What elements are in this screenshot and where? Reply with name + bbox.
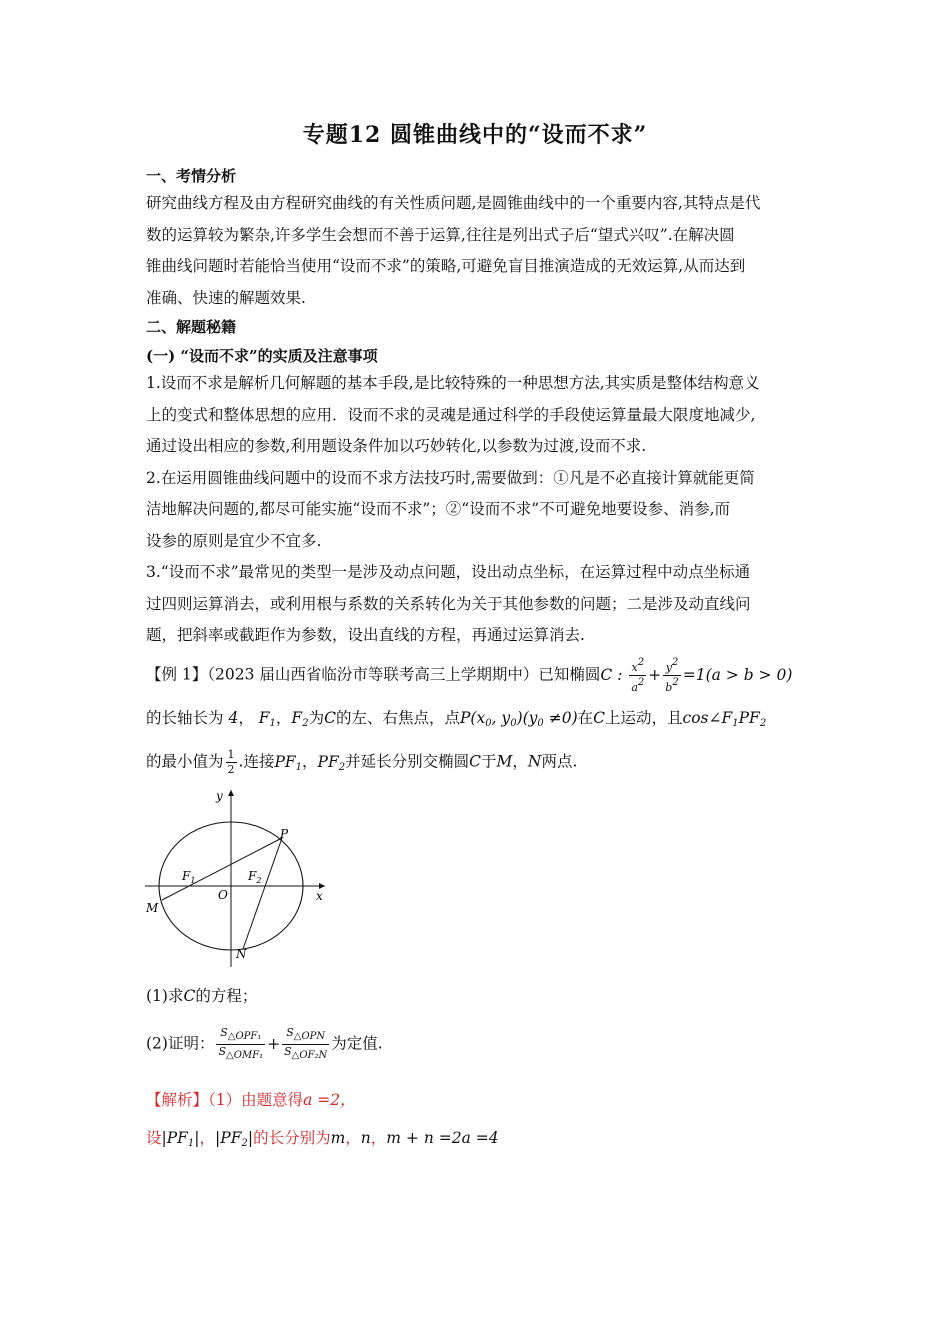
text-line: 过四则运算消去，或利用根与系数的关系转化为关于其他参数的问题；二是涉及动直线问 bbox=[146, 594, 751, 613]
example-line-3: 的最小值为 $\frac{1}{2}$ .连接$PF_1$，$PF_2$并延长分别交椭圆C于M，N两点. bbox=[146, 748, 578, 776]
label-p: P bbox=[280, 827, 289, 841]
label-o: O bbox=[218, 888, 228, 902]
question-1: (1)求C的方程； bbox=[146, 987, 258, 1005]
section-heading-tips: 二、解题秘籍 bbox=[146, 318, 237, 336]
text-line: 通过设出相应的参数,利用题设条件加以巧妙转化,以参数为过渡,设而不求. bbox=[146, 437, 647, 455]
example-line-1 bbox=[146, 656, 792, 695]
text-line: 2.在运用圆锥曲线问题中的设而不求方法技巧时,需要做到：①凡是不必直接计算就能更简 bbox=[146, 468, 755, 487]
label-f1: $F_1$ bbox=[182, 869, 196, 885]
text-line: 准确、快速的解题效果. bbox=[146, 288, 306, 307]
solution-line-2: 设$|PF_1|$，$|PF_2|$的长分别为m，n，m + n =2a =4 bbox=[146, 1129, 499, 1149]
question-2: (2)证明： $\frac{\text{S△OPF₁}}{\text{S△OMF₁}}$ + $\frac{\text{S△OPN}}{\text{S△OF₂N}}$ 为定值. bbox=[146, 1026, 383, 1061]
text-line: 3.“设而不求”最常见的类型一是涉及动点问题，设出动点坐标，在运算过程中动点坐标通 bbox=[146, 563, 751, 581]
section-tips-body bbox=[146, 368, 808, 652]
ellipse-equation: C : $\frac{x2}{a2}$ + $\frac{y2}{b2}$ =1(a > b > 0) bbox=[600, 657, 793, 694]
label-f2: $F_2$ bbox=[248, 869, 262, 885]
text-line: 1.设而不求是解析几何解题的基本手段,是比较特殊的一种思想方法,其实质是整体结构意义 bbox=[146, 374, 760, 392]
text-line: 题，把斜率或截距作为参数，设出直线的方程，再通过运算消去. bbox=[146, 626, 585, 644]
section-subheading: (一) “设而不求”的实质及注意事项 bbox=[146, 347, 378, 365]
text-line: 锥曲线问题时若能恰当使用“设而不求”的策略,可避免盲目推演造成的无效运算,从而达到 bbox=[146, 257, 746, 275]
label-x: x bbox=[316, 889, 323, 903]
section-analysis-body bbox=[146, 188, 808, 314]
text-line: 设参的原则是宜少不宜多. bbox=[146, 531, 322, 550]
text-line: 上的变式和整体思想的应用．设而不求的灵魂是通过科学的手段使运算量最大限度地减少, bbox=[146, 405, 756, 424]
ellipse-figure bbox=[140, 782, 340, 972]
example-lead: 【例 1】（2023 届山西省临汾市等联考高三上学期期中）已知椭圆 bbox=[146, 665, 601, 684]
example-line-2: 的长轴长为 4， $F_1$，$F_2$为C的左、右焦点，点$P(x_0$, $y_0)(y_0 \ne 0)$在C上运动，且$\cos\angle F_1PF_2$ bbox=[146, 709, 767, 729]
label-n: N bbox=[236, 947, 247, 961]
label-y: y bbox=[216, 789, 223, 803]
page-title: 专题12 圆锥曲线中的“设而不求” bbox=[302, 122, 648, 148]
text-line: 数的运算较为繁杂,许多学生会想而不善于运算,往往是列出式子后“望式兴叹”.在解决圆 bbox=[146, 225, 735, 244]
solution-line-1: 【解析】（1）由题意得a =2， bbox=[146, 1091, 356, 1109]
section-heading-analysis: 一、考情分析 bbox=[146, 167, 237, 185]
label-m: M bbox=[146, 901, 159, 915]
text-line: 洁地解决问题的,都尽可能实施“设而不求”；②“设而不求”不可避免地要设参、消参,而 bbox=[146, 500, 731, 518]
text-line: 研究曲线方程及由方程研究曲线的有关性质问题,是圆锥曲线中的一个重要内容,其特点是代 bbox=[146, 194, 761, 212]
